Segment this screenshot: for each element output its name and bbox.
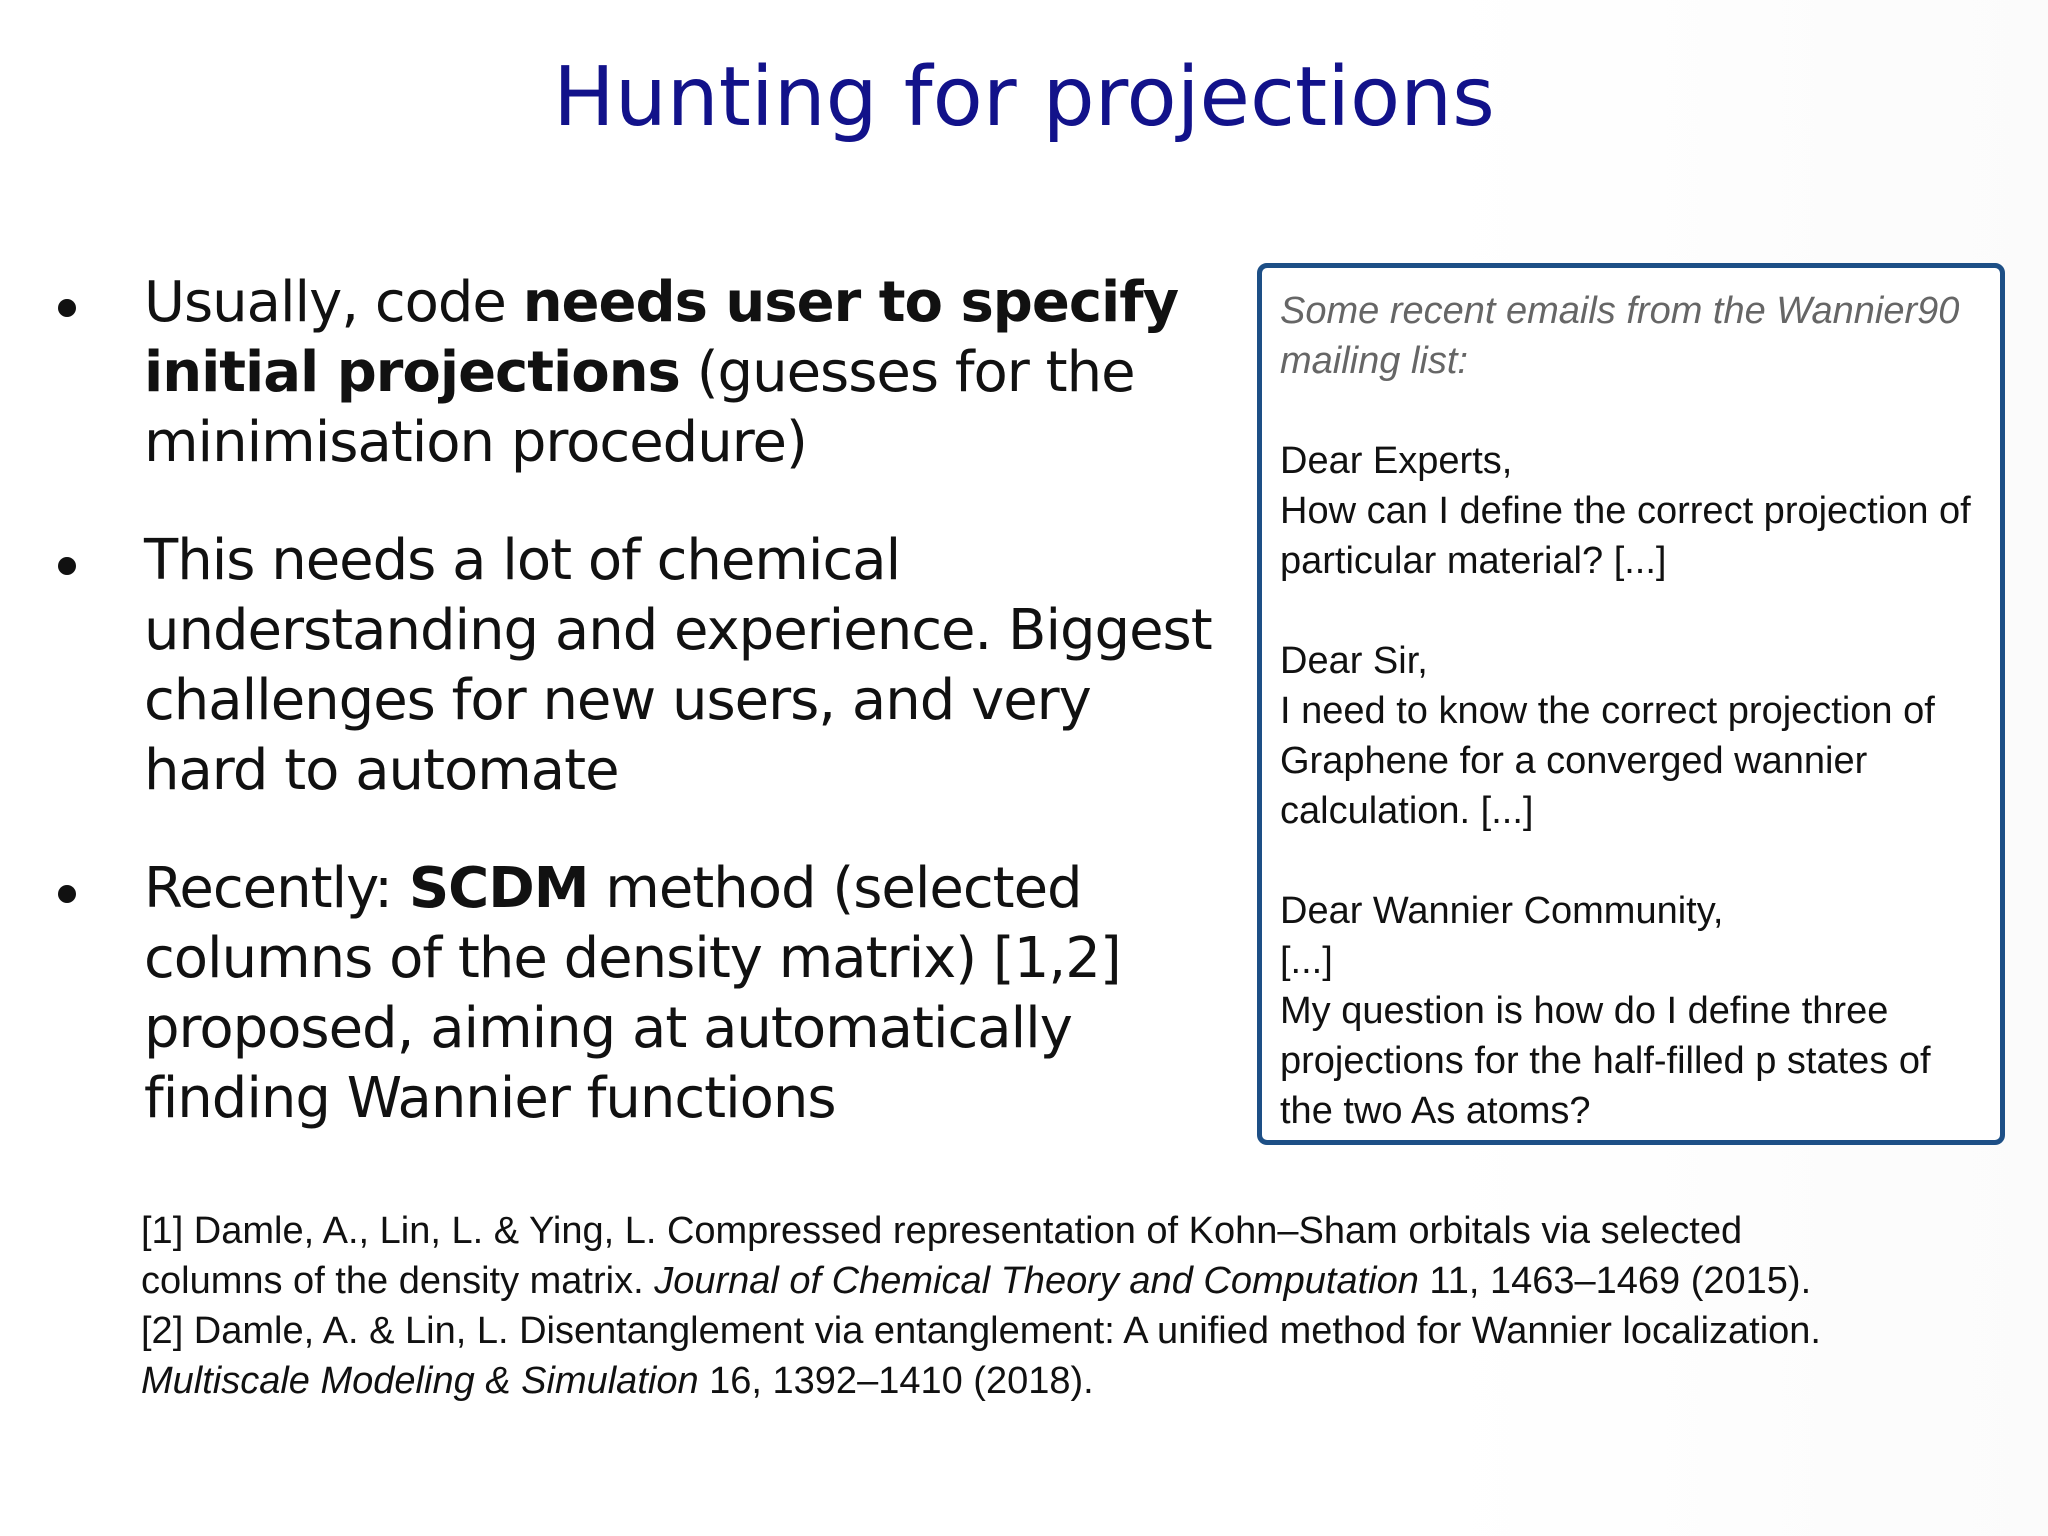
bullet-bold-text: needs user to specify initial projections xyxy=(144,270,1179,405)
references xyxy=(141,1206,1841,1406)
bullet-text: This needs a lot of chemical understanding and experience. Biggest challenges for new users, and very hard to automate xyxy=(144,528,1212,803)
reference-text: 11, 1463–1469 (2015). xyxy=(1418,1260,1812,1302)
bullet-text: Usually, code xyxy=(144,270,523,335)
reference-text: [1] Damle, A., Lin, L. & Ying, L. Compressed representation of Kohn–Sham orbitals via selected columns of the density matrix. xyxy=(141,1210,1743,1302)
mailing-list-intro: Some recent emails from the Wannier90 mailing list: xyxy=(1280,290,1960,382)
email-excerpt xyxy=(1280,636,1982,836)
reference-journal: Journal of Chemical Theory and Computation xyxy=(654,1260,1419,1302)
reference-item xyxy=(141,1306,1841,1406)
reference-journal: Multiscale Modeling & Simulation xyxy=(141,1360,699,1402)
email-excerpt xyxy=(1280,436,1982,586)
reference-text: [2] Damle, A. & Lin, L. Disentanglement via entanglement: A unified method for Wannier localization. xyxy=(141,1310,1821,1352)
bullet-item xyxy=(52,526,1222,806)
bullet-text: method (selected columns of the density matrix) [1,2] proposed, aiming at automatically finding Wannier functions xyxy=(144,856,1121,1131)
email-greeting: Dear Sir, xyxy=(1280,640,1428,682)
email-excerpt xyxy=(1280,886,1982,1136)
email-ellipsis: [...] xyxy=(1280,940,1333,982)
slide-title: Hunting for projections xyxy=(553,50,1495,145)
bullet-dot-icon xyxy=(58,557,76,575)
mailing-list-box xyxy=(1257,263,2005,1145)
email-body: How can I define the correct projection of particular material? [...] xyxy=(1280,490,1971,582)
email-greeting: Dear Wannier Community, xyxy=(1280,890,1724,932)
bullet-dot-icon xyxy=(58,885,76,903)
bullet-text: Recently: xyxy=(144,856,409,921)
bullet-list xyxy=(52,268,1222,1182)
bullet-dot-icon xyxy=(58,299,76,317)
bullet-text: (guesses for the minimisation procedure) xyxy=(144,340,1135,475)
reference-item xyxy=(141,1206,1841,1306)
reference-text: 16, 1392–1410 (2018). xyxy=(698,1360,1094,1402)
email-body: I need to know the correct projection of Graphene for a converged wannier calculation. [...] xyxy=(1280,690,1935,832)
email-body: My question is how do I define three projections for the half-filled p states of the two As atoms? xyxy=(1280,990,1931,1132)
email-greeting: Dear Experts, xyxy=(1280,440,1513,482)
bullet-item xyxy=(52,854,1222,1134)
bullet-bold-text: SCDM xyxy=(408,856,589,921)
bullet-item xyxy=(52,268,1222,478)
